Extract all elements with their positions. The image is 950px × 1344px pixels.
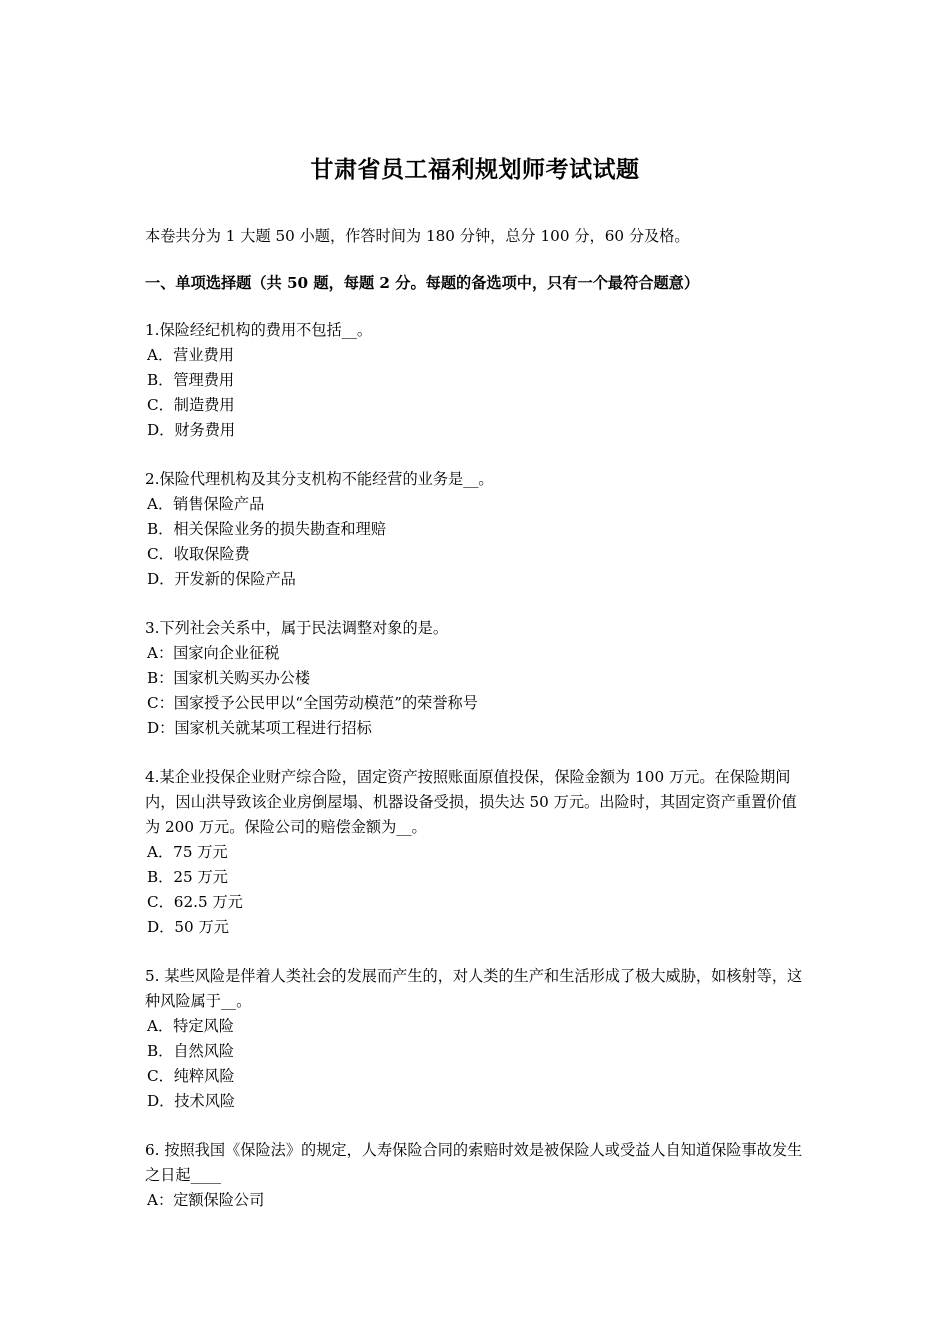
answer-option: D：国家机关就某项工程进行招标 (147, 719, 372, 737)
question-5 (145, 964, 810, 1114)
question-6 (145, 1138, 810, 1213)
answer-option: D．财务费用 (147, 421, 236, 439)
answer-option: C．收取保险费 (147, 545, 250, 563)
answer-option: A：国家向企业征税 (147, 644, 280, 662)
document-title: 甘肃省员工福利规划师考试试题 (310, 156, 640, 183)
answer-option: A．特定风险 (147, 1017, 234, 1035)
answer-option: B：国家机关购买办公楼 (147, 669, 311, 687)
answer-option: C．制造费用 (147, 396, 235, 414)
option-list (145, 840, 810, 940)
answer-option: D．50 万元 (147, 918, 229, 936)
answer-option: A．销售保险产品 (147, 495, 265, 513)
answer-option: A：定额保险公司 (147, 1191, 265, 1209)
question-list (145, 318, 810, 1213)
answer-option: B．相关保险业务的损失勘查和理赔 (147, 520, 386, 538)
question-stem: 3.下列社会关系中，属于民法调整对象的是。 (145, 619, 449, 637)
option-list (145, 343, 810, 443)
question-stem: 4.某企业投保企业财产综合险，固定资产按照账面原值投保，保险金额为 100 万元。在保险期间内，因山洪导致该企业房倒屋塌、机器设备受损，损失达 50 万元。出险时，其固定资产重置价值为 200 万元。保险公司的赔偿金额为__。 (145, 768, 797, 836)
answer-option: C：国家授予公民甲以“全国劳动模范”的荣誉称号 (147, 694, 478, 712)
option-list (145, 641, 810, 741)
question-4 (145, 765, 810, 940)
answer-option: D．开发新的保险产品 (147, 570, 296, 588)
answer-option: B．管理费用 (147, 371, 235, 389)
answer-option: B．25 万元 (147, 868, 228, 886)
question-1 (145, 318, 810, 443)
answer-option: B．自然风险 (147, 1042, 235, 1060)
answer-option: A．75 万元 (147, 843, 228, 861)
question-stem: 5. 某些风险是伴着人类社会的发展而产生的，对人类的生产和生活形成了极大威胁，如核射等，这种风险属于__。 (145, 967, 803, 1010)
question-stem: 6. 按照我国《保险法》的规定，人寿保险合同的索赔时效是被保险人或受益人自知道保险事故发生之日起____ (145, 1141, 803, 1184)
question-stem: 1.保险经纪机构的费用不包括__。 (145, 321, 373, 339)
option-list (145, 1014, 810, 1114)
exam-intro: 本卷共分为 1 大题 50 小题，作答时间为 180 分钟，总分 100 分，60 分及格。 (145, 227, 690, 245)
answer-option: C．62.5 万元 (147, 893, 243, 911)
question-2 (145, 467, 810, 592)
answer-option: A．营业费用 (147, 346, 234, 364)
question-3 (145, 616, 810, 741)
document-body (145, 224, 810, 1213)
section-heading: 一、单项选择题（共 50 题，每题 2 分。每题的备选项中，只有一个最符合题意） (145, 274, 700, 292)
answer-option: D．技术风险 (147, 1092, 236, 1110)
option-list (145, 492, 810, 592)
question-stem: 2.保险代理机构及其分支机构不能经营的业务是__。 (145, 470, 494, 488)
answer-option: C．纯粹风险 (147, 1067, 235, 1085)
option-list (145, 1188, 810, 1213)
